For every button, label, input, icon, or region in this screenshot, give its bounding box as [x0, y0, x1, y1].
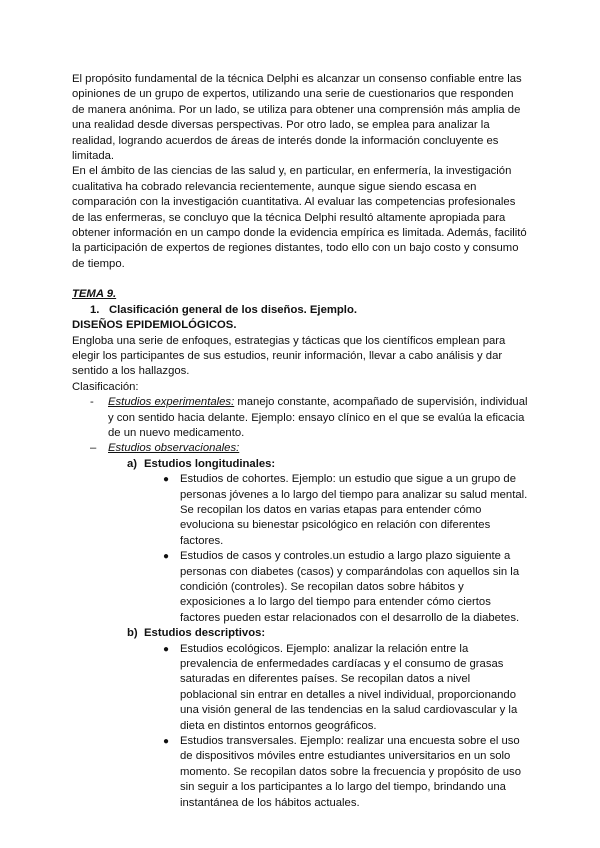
bullet-text: Estudios transversales. Ejemplo: realizar una encuesta sobre el uso de dispositivos móviles entre estudiantes universitarios en un solo momento. Se recopilan datos sobre la frecuencia y propósito de uso sin seguir a los participantes a lo largo del tiempo, brindando una instantánea de los hábitos actuales.: [180, 735, 521, 809]
bullet-icon: ●: [163, 736, 170, 748]
bullet-icon: ●: [163, 643, 170, 655]
dash-marker: –: [90, 442, 97, 455]
list-item-observational: [72, 441, 528, 456]
list-item-experimental: [72, 395, 528, 441]
list-item: [72, 549, 528, 626]
spacer: [72, 272, 528, 287]
bullet-text: Estudios ecológicos. Ejemplo: analizar la relación entre la prevalencia de enfermedades cardíacas y el consumo de grasas saturadas en diferentes países. Se recopilan datos a nivel poblacional sin entrar en detalles a nivel individual, proporcionando una visión general de las tendencias en la salud cardiovascular y la dieta en distintos entornos geográficos.: [180, 642, 518, 732]
subheading-longitudinal: [72, 457, 528, 472]
list-item: [72, 734, 528, 811]
section-description: Engloba una serie de enfoques, estrategias y tácticas que los científicos emplean para elegir los participantes de sus estudios, reunir información, llevar a cabo análisis y dar sentido a los hallazgos.: [72, 334, 506, 378]
numbered-heading: [72, 303, 528, 318]
experimental-title: Estudios experimentales:: [108, 396, 235, 409]
sub-label: a): [127, 457, 138, 470]
tema-label: TEMA 9.: [72, 288, 117, 301]
sub-label: b): [127, 627, 138, 640]
dash-marker: -: [90, 396, 94, 409]
bullet-text: Estudios de casos y controles.un estudio a largo plazo siguiente a personas con diabetes (casos) y comparándolas con aquellos sin la condición (controles). Se recopilan datos sobre hábitos y exposiciones a lo largo del tiempo para entender cómo ciertos factores pueden estar relacionados con el desarrollo de la diabetes.: [180, 550, 520, 624]
intro-paragraph-2: En el ámbito de las ciencias de las salud y, en particular, en enfermería, la investigación cualitativa ha cobrado relevancia recientemente, aunque sigue siendo escasa en comparación con la investigación cuantitativa. Al evaluar las competencias profesionales de las enfermeras, se concluyo que la técnica Delphi resultó altamente apropiada para obtener información en un campo donde la evidencia empírica es limitada. Además, facilitó la participación de expertos de regiones distantes, todo ello con un bajo costo y consumo de tiempo.: [72, 165, 527, 270]
list-item: [72, 642, 528, 734]
observational-title: Estudios observacionales:: [108, 442, 240, 455]
item-number: 1.: [90, 303, 100, 316]
bullet-icon: ●: [163, 474, 170, 486]
subheading-descriptive: [72, 626, 528, 641]
document-content: [72, 72, 528, 811]
bullet-text: Estudios de cohortes. Ejemplo: un estudio que sigue a un grupo de personas jóvenes a lo largo del tiempo para analizar su salud mental. Se recopilan los datos en varias etapas para entender cómo evoluciona su bienestar psicológico en relación con diferentes factores.: [180, 473, 528, 547]
classification-label: Clasificación:: [72, 380, 139, 393]
list-item: [72, 472, 528, 549]
intro-paragraph-1: El propósito fundamental de la técnica Delphi es alcanzar un consenso confiable entre las opiniones de un grupo de expertos, utilizando una serie de cuestionarios que responden de manera anónima. Por un lado, se utiliza para obtener una comprensión más amplia de una realidad desde diversas perspectivas. Por otro lado, se emplea para analizar la realidad, logrando acuerdos de áreas de interés donde la información concluyente es limitada.: [72, 73, 522, 163]
sub-title: Estudios descriptivos:: [144, 627, 266, 640]
bullet-icon: ●: [163, 551, 170, 563]
sub-title: Estudios longitudinales:: [144, 457, 276, 470]
section-heading: DISEÑOS EPIDEMIOLÓGICOS.: [72, 319, 237, 332]
item-title: Clasificación general de los diseños. Ejemplo.: [109, 303, 357, 316]
experimental-text: manejo constante, acompañado de supervisión, individual y con sentido hacia delante. Ejemplo: ensayo clínico en el que se evalúa la eficacia de un nuevo medicamento.: [108, 396, 528, 439]
